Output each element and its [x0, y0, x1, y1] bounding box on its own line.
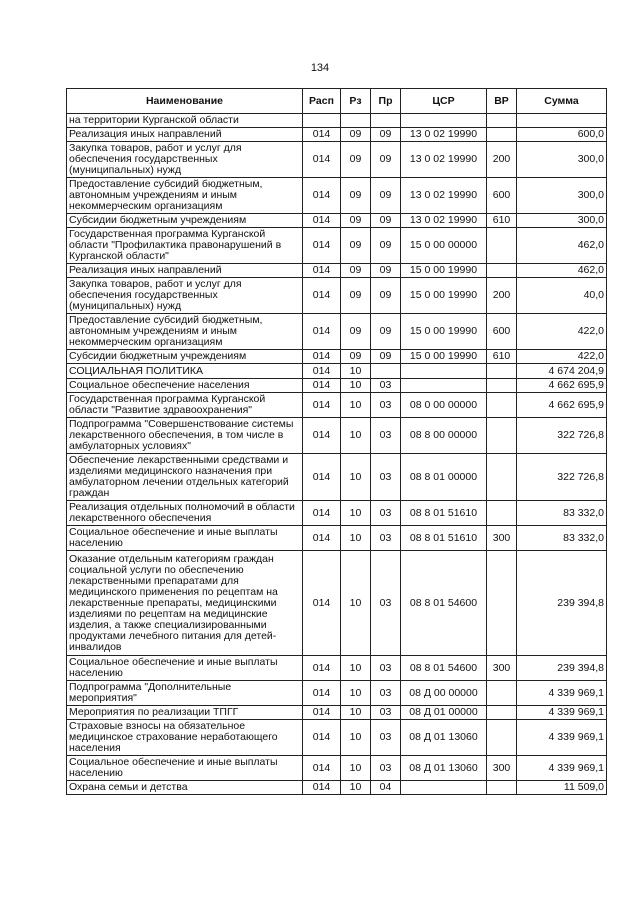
row-rz: 09 — [341, 178, 371, 214]
row-rasp: 014 — [303, 526, 341, 551]
row-csr — [401, 379, 487, 393]
table-row — [67, 656, 607, 681]
row-rz: 09 — [341, 314, 371, 350]
row-pr: 09 — [371, 214, 401, 228]
row-csr: 15 0 00 19990 — [401, 350, 487, 364]
row-csr: 08 8 01 54600 — [401, 551, 487, 656]
row-pr — [371, 114, 401, 128]
row-csr: 15 0 00 19990 — [401, 264, 487, 278]
header-vr: ВР — [487, 89, 517, 114]
row-pr: 04 — [371, 781, 401, 795]
row-vr: 300 — [487, 656, 517, 681]
row-sum: 83 332,0 — [517, 526, 607, 551]
row-pr: 03 — [371, 501, 401, 526]
row-sum: 462,0 — [517, 228, 607, 264]
row-rasp: 014 — [303, 364, 341, 379]
row-rz: 10 — [341, 756, 371, 781]
row-rasp: 014 — [303, 314, 341, 350]
row-vr — [487, 379, 517, 393]
row-rasp: 014 — [303, 128, 341, 142]
table-row — [67, 142, 607, 178]
row-rz: 10 — [341, 706, 371, 720]
row-sum: 4 339 969,1 — [517, 756, 607, 781]
table-row — [67, 214, 607, 228]
row-name: Подпрограмма "Совершенствование системы лекарственного обеспечения, в том числе в амбулаторных условиях" — [67, 418, 303, 454]
row-name: Обеспечение лекарственными средствами и изделиями медицинского назначения при амбулаторном лечении отдельных категорий граждан — [67, 454, 303, 501]
row-name: Субсидии бюджетным учреждениям — [67, 350, 303, 364]
row-sum: 4 339 969,1 — [517, 706, 607, 720]
row-rasp: 014 — [303, 278, 341, 314]
row-rz: 09 — [341, 264, 371, 278]
row-name: Субсидии бюджетным учреждениям — [67, 214, 303, 228]
row-rz — [341, 114, 371, 128]
row-rasp: 014 — [303, 551, 341, 656]
row-vr — [487, 706, 517, 720]
row-rasp: 014 — [303, 418, 341, 454]
row-name: Социальное обеспечение и иные выплаты населению — [67, 656, 303, 681]
row-name: Предоставление субсидий бюджетным, автономным учреждениям и иным некоммерческим организациям — [67, 178, 303, 214]
row-csr: 08 8 01 00000 — [401, 454, 487, 501]
row-name: Реализация иных направлений — [67, 264, 303, 278]
row-name: Социальное обеспечение и иные выплаты населению — [67, 756, 303, 781]
row-name: Охрана семьи и детства — [67, 781, 303, 795]
row-vr: 600 — [487, 178, 517, 214]
row-vr: 200 — [487, 278, 517, 314]
row-csr: 08 8 01 51610 — [401, 526, 487, 551]
row-csr: 08 0 00 00000 — [401, 393, 487, 418]
row-rasp: 014 — [303, 214, 341, 228]
row-vr — [487, 128, 517, 142]
row-rasp: 014 — [303, 720, 341, 756]
row-vr: 610 — [487, 214, 517, 228]
row-pr: 03 — [371, 756, 401, 781]
row-pr: 09 — [371, 264, 401, 278]
row-rz: 09 — [341, 214, 371, 228]
row-rz: 10 — [341, 364, 371, 379]
row-pr: 03 — [371, 418, 401, 454]
row-pr: 09 — [371, 314, 401, 350]
row-csr — [401, 781, 487, 795]
row-vr — [487, 228, 517, 264]
header-csr: ЦСР — [401, 89, 487, 114]
table-header-row — [67, 89, 607, 114]
row-sum: 300,0 — [517, 142, 607, 178]
row-sum: 422,0 — [517, 350, 607, 364]
row-sum: 11 509,0 — [517, 781, 607, 795]
row-vr — [487, 720, 517, 756]
row-rz: 10 — [341, 526, 371, 551]
row-rz: 10 — [341, 393, 371, 418]
row-rasp: 014 — [303, 706, 341, 720]
row-rz: 09 — [341, 142, 371, 178]
row-name: на территории Курганской области — [67, 114, 303, 128]
row-vr — [487, 551, 517, 656]
row-rz: 09 — [341, 350, 371, 364]
row-csr: 08 8 01 54600 — [401, 656, 487, 681]
row-csr: 15 0 00 19990 — [401, 314, 487, 350]
row-pr — [371, 364, 401, 379]
row-rasp: 014 — [303, 501, 341, 526]
row-rz: 10 — [341, 720, 371, 756]
row-rz: 10 — [341, 454, 371, 501]
row-rasp — [303, 114, 341, 128]
row-csr — [401, 114, 487, 128]
row-rasp: 014 — [303, 393, 341, 418]
row-csr: 08 8 00 00000 — [401, 418, 487, 454]
table-row — [67, 454, 607, 501]
row-sum: 322 726,8 — [517, 454, 607, 501]
row-rasp: 014 — [303, 379, 341, 393]
table-row — [67, 178, 607, 214]
row-csr: 08 Д 01 00000 — [401, 706, 487, 720]
table-row — [67, 720, 607, 756]
row-pr: 09 — [371, 228, 401, 264]
row-name: Реализация иных направлений — [67, 128, 303, 142]
row-sum: 239 394,8 — [517, 551, 607, 656]
row-rz: 10 — [341, 379, 371, 393]
table-body — [67, 114, 607, 795]
row-pr: 03 — [371, 551, 401, 656]
row-csr — [401, 364, 487, 379]
row-vr — [487, 114, 517, 128]
table-row — [67, 314, 607, 350]
row-rasp: 014 — [303, 756, 341, 781]
row-rasp: 014 — [303, 142, 341, 178]
row-pr: 03 — [371, 656, 401, 681]
row-pr: 09 — [371, 142, 401, 178]
row-vr: 610 — [487, 350, 517, 364]
row-csr: 13 0 02 19990 — [401, 142, 487, 178]
row-name: Закупка товаров, работ и услуг для обеспечения государственных (муниципальных) нужд — [67, 142, 303, 178]
table-row — [67, 228, 607, 264]
row-sum: 300,0 — [517, 214, 607, 228]
row-rasp: 014 — [303, 350, 341, 364]
row-pr: 09 — [371, 350, 401, 364]
table-row — [67, 128, 607, 142]
row-rasp: 014 — [303, 454, 341, 501]
row-sum: 4 339 969,1 — [517, 681, 607, 706]
table-row — [67, 114, 607, 128]
row-rz: 09 — [341, 228, 371, 264]
row-name: Социальное обеспечение и иные выплаты населению — [67, 526, 303, 551]
row-sum — [517, 114, 607, 128]
row-csr: 13 0 02 19990 — [401, 128, 487, 142]
table-row — [67, 264, 607, 278]
row-name: Предоставление субсидий бюджетным, автономным учреждениям и иным некоммерческим организациям — [67, 314, 303, 350]
row-rasp: 014 — [303, 656, 341, 681]
row-vr — [487, 393, 517, 418]
row-sum: 322 726,8 — [517, 418, 607, 454]
row-vr: 300 — [487, 526, 517, 551]
header-sum: Сумма — [517, 89, 607, 114]
row-vr — [487, 454, 517, 501]
row-pr: 09 — [371, 128, 401, 142]
row-rasp: 014 — [303, 681, 341, 706]
table-row — [67, 781, 607, 795]
row-rz: 10 — [341, 418, 371, 454]
row-vr — [487, 364, 517, 379]
table-row — [67, 350, 607, 364]
table-row — [67, 706, 607, 720]
row-rz: 10 — [341, 551, 371, 656]
table-row — [67, 501, 607, 526]
row-name: Реализация отдельных полномочий в области лекарственного обеспечения — [67, 501, 303, 526]
table-row — [67, 379, 607, 393]
table-row — [67, 756, 607, 781]
row-rasp: 014 — [303, 228, 341, 264]
row-sum: 462,0 — [517, 264, 607, 278]
table-row — [67, 393, 607, 418]
row-sum: 600,0 — [517, 128, 607, 142]
row-sum: 4 662 695,9 — [517, 379, 607, 393]
row-vr: 200 — [487, 142, 517, 178]
row-pr: 09 — [371, 178, 401, 214]
row-csr: 08 8 01 51610 — [401, 501, 487, 526]
row-pr: 03 — [371, 706, 401, 720]
row-vr — [487, 781, 517, 795]
table-row — [67, 681, 607, 706]
table-row — [67, 364, 607, 379]
budget-table — [66, 88, 607, 795]
row-rz: 10 — [341, 681, 371, 706]
row-rz: 09 — [341, 128, 371, 142]
row-vr — [487, 264, 517, 278]
row-sum: 40,0 — [517, 278, 607, 314]
row-sum: 300,0 — [517, 178, 607, 214]
row-vr — [487, 681, 517, 706]
row-pr: 03 — [371, 454, 401, 501]
page-number: 134 — [310, 62, 330, 74]
row-rz: 10 — [341, 656, 371, 681]
row-csr: 15 0 00 19990 — [401, 278, 487, 314]
header-rasp: Расп — [303, 89, 341, 114]
row-sum: 422,0 — [517, 314, 607, 350]
row-pr: 09 — [371, 278, 401, 314]
row-csr: 13 0 02 19990 — [401, 178, 487, 214]
table-row — [67, 278, 607, 314]
row-sum: 4 662 695,9 — [517, 393, 607, 418]
row-rz: 09 — [341, 278, 371, 314]
table-row — [67, 526, 607, 551]
row-vr: 600 — [487, 314, 517, 350]
row-vr — [487, 418, 517, 454]
row-rasp: 014 — [303, 178, 341, 214]
row-pr: 03 — [371, 393, 401, 418]
header-rz: Рз — [341, 89, 371, 114]
row-name: Государственная программа Курганской области "Развитие здравоохранения" — [67, 393, 303, 418]
row-csr: 15 0 00 00000 — [401, 228, 487, 264]
header-pr: Пр — [371, 89, 401, 114]
row-vr — [487, 501, 517, 526]
row-name: Подпрограмма "Дополнительные мероприятия" — [67, 681, 303, 706]
row-pr: 03 — [371, 720, 401, 756]
row-rz: 10 — [341, 501, 371, 526]
row-pr: 03 — [371, 379, 401, 393]
row-csr: 08 Д 01 13060 — [401, 756, 487, 781]
row-vr: 300 — [487, 756, 517, 781]
row-rz: 10 — [341, 781, 371, 795]
row-sum: 4 339 969,1 — [517, 720, 607, 756]
header-name: Наименование — [67, 89, 303, 114]
row-pr: 03 — [371, 526, 401, 551]
row-csr: 13 0 02 19990 — [401, 214, 487, 228]
row-sum: 239 394,8 — [517, 656, 607, 681]
row-name: Страховые взносы на обязательное медицинское страхование неработающего населения — [67, 720, 303, 756]
row-pr: 03 — [371, 681, 401, 706]
row-name: Оказание отдельным категориям граждан социальной услуги по обеспечению лекарственными препаратами для медицинского применения по рецептам на лекарственные препараты, медицинскими изделиями по рецептам на медицинские изделия, а также специализированными продуктами лечебного питания для детей-инвалидов — [67, 551, 303, 656]
row-rasp: 014 — [303, 781, 341, 795]
row-sum: 4 674 204,9 — [517, 364, 607, 379]
table-row — [67, 418, 607, 454]
row-rasp: 014 — [303, 264, 341, 278]
table-row — [67, 551, 607, 656]
row-name: Закупка товаров, работ и услуг для обеспечения государственных (муниципальных) нужд — [67, 278, 303, 314]
row-csr: 08 Д 01 13060 — [401, 720, 487, 756]
row-name: Мероприятия по реализации ТПГГ — [67, 706, 303, 720]
row-name: СОЦИАЛЬНАЯ ПОЛИТИКА — [67, 364, 303, 379]
row-sum: 83 332,0 — [517, 501, 607, 526]
row-name: Государственная программа Курганской области "Профилактика правонарушений в Курганской области" — [67, 228, 303, 264]
row-csr: 08 Д 00 00000 — [401, 681, 487, 706]
row-name: Социальное обеспечение населения — [67, 379, 303, 393]
